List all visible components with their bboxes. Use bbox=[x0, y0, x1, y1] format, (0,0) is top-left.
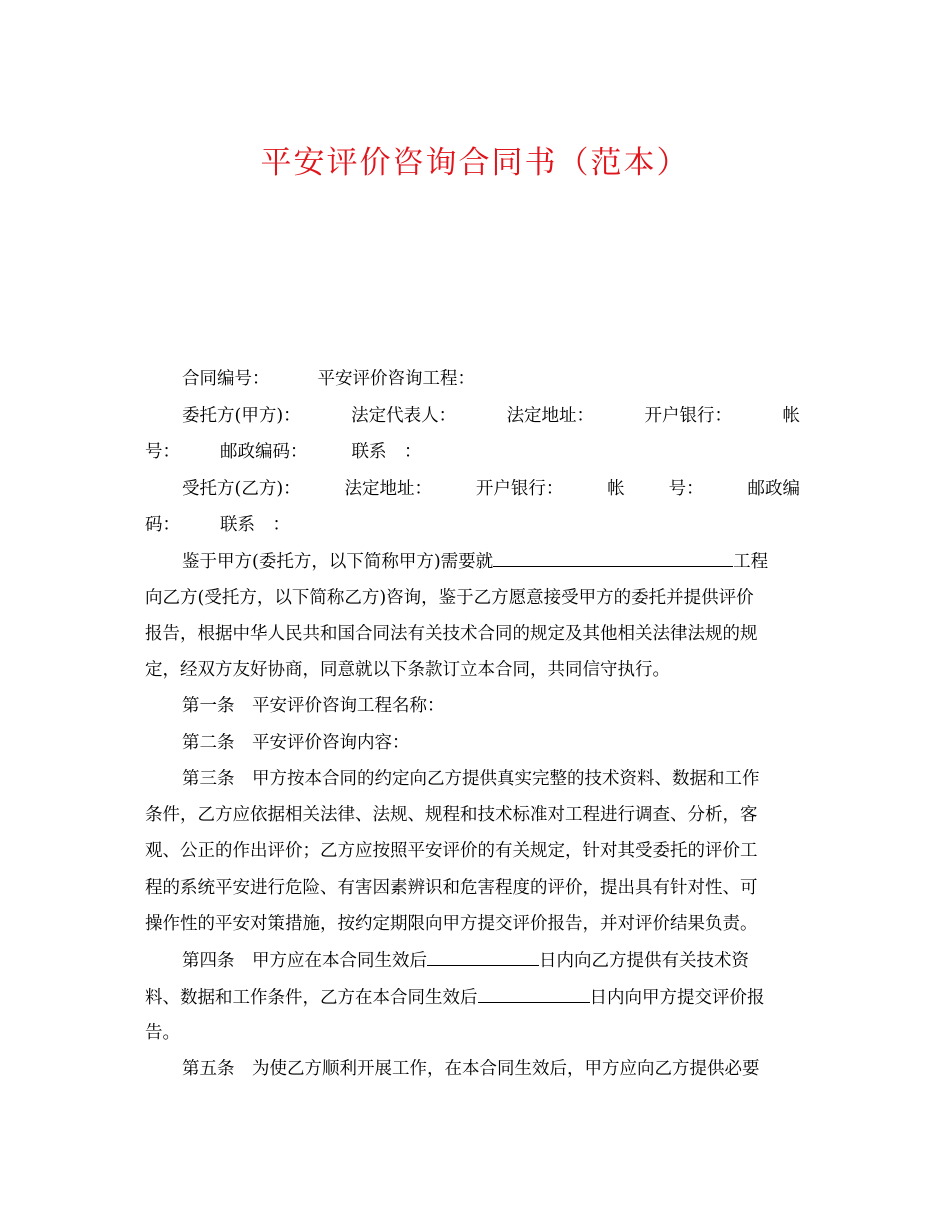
article-4-line-1 bbox=[182, 948, 800, 972]
contractor-address-label: 法定地址： bbox=[344, 479, 433, 499]
days-blank bbox=[427, 948, 539, 966]
client-label: 委托方(甲方)： bbox=[182, 406, 301, 426]
contractor-postcode-part1: 邮政编 bbox=[747, 479, 800, 499]
contact-label: 联系 ： bbox=[351, 442, 422, 462]
project-label: 平安评价咨询工程： bbox=[317, 369, 475, 389]
contractor-account-part1: 帐 bbox=[607, 479, 625, 499]
article-4-text: 料、数据和工作条件，乙方在本合同生效后 bbox=[145, 988, 478, 1008]
project-name-blank bbox=[493, 549, 733, 567]
article-5-line-1: 第五条 为使乙方顺利开展工作，在本合同生效后，甲方应向乙方提供必要 bbox=[182, 1059, 760, 1079]
account-label-part2: 号： bbox=[145, 442, 180, 462]
contractor-label: 受托方(乙方)： bbox=[182, 479, 301, 499]
legal-address-label: 法定地址： bbox=[506, 406, 595, 426]
article-3-line-5: 操作性的平安对策措施，按约定期限向甲方提交评价报告，并对评价结果负责。 bbox=[145, 914, 758, 934]
preamble-line-4: 定，经双方友好协商，同意就以下条款订立本合同，共同信守执行。 bbox=[145, 660, 670, 680]
article-1: 第一条 平安评价咨询工程名称： bbox=[182, 696, 445, 716]
client-line-2 bbox=[145, 440, 800, 464]
article-3-line-4: 程的系统平安进行危险、有害因素辨识和危害程度的评价，提出具有针对性、可 bbox=[145, 878, 758, 898]
document-title: 平安评价咨询合同书（范本） bbox=[260, 145, 690, 181]
preamble-line-3: 报告，根据中华人民共和国合同法有关技术合同的规定及其他相关法律法规的规 bbox=[145, 624, 758, 644]
article-4-text: 第四条 甲方应在本合同生效后 bbox=[182, 951, 427, 971]
article-2: 第二条 平安评价咨询内容： bbox=[182, 733, 410, 753]
contractor-postcode-part2: 码： bbox=[145, 515, 180, 535]
preamble-line-2: 向乙方(受托方，以下简称乙方)咨询，鉴于乙方愿意接受甲方的委托并提供评价 bbox=[145, 588, 754, 608]
article-4-text: 日内向乙方提供有关技术资 bbox=[539, 951, 749, 971]
legal-rep-label: 法定代表人： bbox=[351, 406, 457, 426]
article-3-line-1: 第三条 甲方按本合同的约定向乙方提供真实完整的技术资料、数据和工作 bbox=[182, 769, 760, 789]
contractor-bank-label: 开户银行： bbox=[475, 479, 564, 499]
postcode-label: 邮政编码： bbox=[220, 442, 308, 462]
article-4-line-2 bbox=[145, 985, 800, 1009]
contractor-line-1 bbox=[182, 477, 800, 501]
preamble-line-1 bbox=[182, 549, 800, 573]
article-4-text: 日内向甲方提交评价报 bbox=[589, 988, 765, 1008]
contractor-line-2 bbox=[145, 513, 800, 537]
contractor-contact-label: 联系 ： bbox=[220, 515, 290, 535]
client-line-1 bbox=[182, 404, 800, 428]
account-label-part1: 帐 bbox=[782, 406, 800, 426]
bank-label: 开户银行： bbox=[644, 406, 733, 426]
article-4-line-3: 告。 bbox=[145, 1023, 180, 1043]
days-blank bbox=[478, 985, 590, 1003]
article-3-line-2: 条件，乙方应依据相关法律、法规、规程和技术标准对工程进行调查、分析，客 bbox=[145, 805, 758, 825]
preamble-text: 鉴于甲方(委托方，以下简称甲方)需要就 bbox=[182, 552, 494, 572]
article-3-line-3: 观、公正的作出评价；乙方应按照平安评价的有关规定，针对其受委托的评价工 bbox=[145, 841, 758, 861]
preamble-text: 工程 bbox=[733, 552, 769, 572]
contractor-account-part2: 号： bbox=[668, 479, 704, 499]
contract-header-line-1 bbox=[182, 367, 800, 391]
contract-number-label: 合同编号： bbox=[182, 369, 270, 389]
